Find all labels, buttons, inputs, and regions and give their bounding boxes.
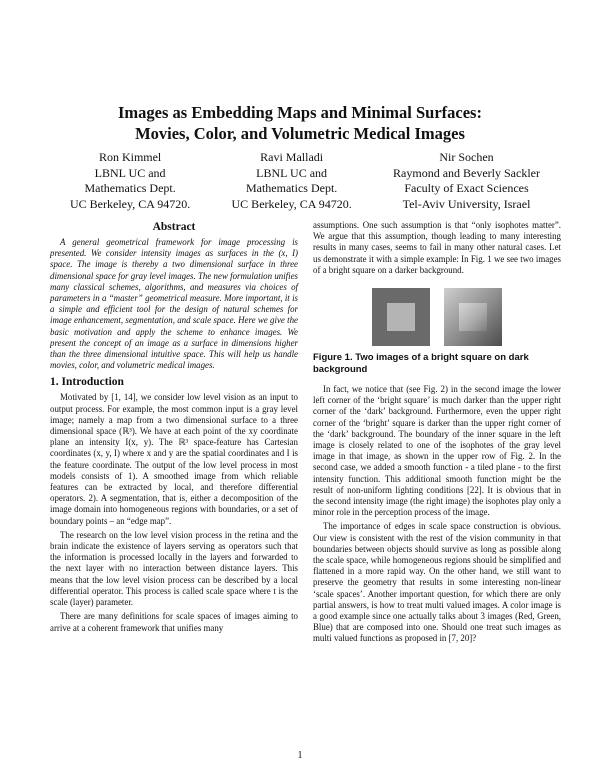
author-kimmel — [70, 150, 190, 212]
author-affiliation: Mathematics Dept. — [84, 181, 176, 195]
author-affiliation: LBNL UC and — [256, 165, 328, 180]
right-paragraph-1: assumptions. One such assumption is that “only isophotes matter”. We argue that this assumption, though leading to many interesting results in many cases, seems to fail in many other natural cases. Let us demonstrate it with a simple example: In Fig. 1 we see two images of a bright square on a darker background. — [313, 220, 561, 275]
author-block — [70, 150, 540, 212]
abstract-text: A general geometrical framework for image processing is presented. We consider intensity images as surfaces in the (x, I) space. The image is thereby a two dimensional surface in three dimensional space for gray level images. The new formulation unifies many classical schemes, algorithms, and measures via choices of parameters in a “master” geometrical measure. More important, it is a simple and efficient tool for the design of natural schemes for image enhancement, segmentation, and scale space. Here we give the basic motivation and apply the scheme to enhance images. We present the concept of an image as a surface in dimensions higher than the three dimensional intuitive space. This will help us handle movies, color, and volumetric medical images. — [50, 237, 298, 371]
page-number: 1 — [297, 750, 303, 761]
author-affiliation: Tel-Aviv University, Israel — [402, 196, 531, 211]
figure-1-image-gradient — [444, 288, 502, 346]
intro-paragraph-3: There are many definitions for scale spaces of images aiming to arrive at a coherent framework that unifies many — [50, 611, 298, 633]
author-affiliation: LBNL UC and — [94, 165, 166, 180]
left-column — [50, 220, 298, 637]
figure-1-caption: Figure 1. Two images of a bright square on dark background — [313, 352, 529, 376]
author-affiliation: UC Berkeley, CA 94720. — [70, 196, 191, 211]
abstract-heading: Abstract — [152, 221, 196, 233]
author-name: Ron Kimmel — [98, 150, 162, 164]
introduction-heading: 1. Introduction — [50, 376, 124, 389]
title-line-1: Images as Embedding Maps and Minimal Surfaces: — [118, 103, 482, 122]
title-line-2: Movies, Color, and Volumetric Medical Images — [135, 124, 465, 143]
author-name: Nir Sochen — [439, 150, 494, 164]
author-affiliation: Faculty of Exact Sciences — [404, 181, 529, 195]
author-affiliation: Mathematics Dept. — [245, 181, 338, 195]
right-paragraph-2: In fact, we notice that (see Fig. 2) in the second image the lower left corner of the ‘bright square’ is much darker than the upper right corner of the ‘dark’ background. Furthermore, even the upper right corner of the ‘bright’ square is darker than the upper right corner of the ‘dark’ background. The boundary of the inner square in the left image is closely related to one of the isophotes of the gray level image in that image, as shown in the upper row of Fig. 2. In the second case, we added a smooth function - a tiled plane - to the first intensity function. This additional smooth function might be the result of non-uniform lighting conditions [22]. It is obvious that in the second intensity image (the right image) the isophotes play only a minor role in the perception process of the image. — [313, 384, 561, 518]
intro-paragraph-2: The research on the low level vision process in the retina and the brain indicate the existence of layers serving as operators such that the information is processed locally in the layers and forwarded to the next layer with no interaction between distance layers. This means that the low level vision process can be described by a local differential operator. This process is called scale space where t is the scale (layer) parameter. — [50, 529, 298, 608]
right-column — [313, 220, 561, 648]
author-affiliation: UC Berkeley, CA 94720. — [231, 196, 352, 211]
right-paragraph-3: The importance of edges in scale space construction is obvious. Our view is consistent with the rest of the vision community in that boundaries between objects should survive as long as possible along the scale space, while homogeneous regions should be simplified and flattened in a more rapid way. On the other hand, we still want to preserve the geometry that results in some interesting non-linear ‘scale spaces’. Another important question, for which there are only partial answers, is how to treat multi valued images. A color image is a good example since one actually talks about 3 images (Red, Green, Blue) that are composed into one. Should one treat such images as multi valued functions as proposed in [7, 20]? — [313, 521, 561, 644]
paper-title — [60, 102, 540, 144]
author-sochen — [393, 150, 540, 212]
intro-paragraph-1: Motivated by [1, 14], we consider low level vision as an input to output process. For example, the most common input is a gray level image; namely a map from a two dimensional surface to a three dimensional space (ℝ³). We have at each point of the xy coordinate plane an intensity I(x, y). The ℝ³ space-feature has Cartesian coordinates (x, y, I) where x and y are the spatial coordinates and I is the feature coordinate. The output of the low level process in most models consists of 1). A smoothed image from which reliable features can be extracted by local, and therefore differential operators. 2). A segmentation, that is, either a decomposition of the image domain into homogeneous regions with boundaries, or a set of boundary points – an “edge map”. — [50, 392, 298, 526]
author-malladi — [232, 150, 352, 212]
author-name: Ravi Malladi — [260, 150, 324, 164]
figure-1 — [313, 288, 561, 346]
author-affiliation: Raymond and Beverly Sackler — [393, 165, 540, 180]
figure-1-image-uniform — [372, 288, 430, 346]
